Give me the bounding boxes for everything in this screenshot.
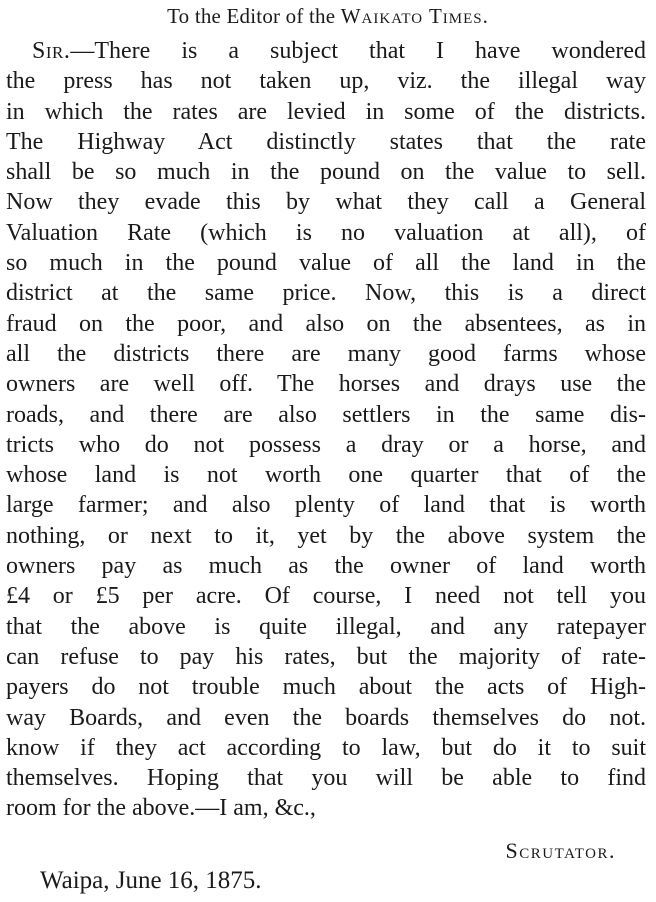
letter-line: roads, and there are also settlers in the same dis- [6,401,646,428]
letter-line: themselves. Hoping that you will be able to find [6,765,646,792]
letter-line: all the districts there are many good farms whose [6,340,646,367]
signature: Scrutator. [505,838,616,863]
letter-line: shall be so much in the pound on the value to sell. [6,159,646,186]
letter-line: £4 or £5 per acre. Of course, I need not tell you [6,583,646,610]
letter-line: Sir.—There is a subject that I have wondered [32,38,646,64]
letter-heading [0,4,656,28]
letter-line: room for the above.—I am, &c., [6,795,316,822]
letter-line: owners are well off. The horses and drays use the [6,371,646,398]
letter-line: that the above is quite illegal, and any ratepayer [6,613,646,640]
letter-line: nothing, or next to it, yet by the above system the [6,522,646,549]
heading-publication: Waikato Times. [340,4,489,28]
heading-prefix: To the Editor of the [167,4,336,28]
letter-line: way Boards, and even the boards themselves do not. [6,704,646,731]
letter-line: The Highway Act distinctly states that the rate [6,128,646,155]
letter-line: whose land is not worth one quarter that of the [6,462,646,489]
letter-line: district at the same price. Now, this is a direct [6,280,646,307]
letter-line: so much in the pound value of all the land in the [6,250,646,277]
letter-line: Now they evade this by what they call a General [6,189,646,216]
letter-line: know if they act according to law, but do it to suit [6,734,646,761]
letter-line: the press has not taken up, viz. the illegal way [6,68,646,95]
letter-line: tricts who do not possess a dray or a horse, and [6,431,646,458]
letter-line: fraud on the poor, and also on the absentees, as in [6,310,646,337]
letter-body [6,36,646,824]
letter-line: large farmer; and also plenty of land that is worth [6,492,646,519]
letter-line: owners pay as much as the owner of land worth [6,553,646,580]
letter-line: in which the rates are levied in some of the districts. [6,98,646,125]
dateline: Waipa, June 16, 1875. [40,867,262,894]
salutation: Sir. [32,38,71,64]
letter-line: Valuation Rate (which is no valuation at all), of [6,219,646,246]
letter-line: payers do not trouble much about the acts of High- [6,674,646,701]
letter-line: can refuse to pay his rates, but the majority of rate- [6,643,646,670]
